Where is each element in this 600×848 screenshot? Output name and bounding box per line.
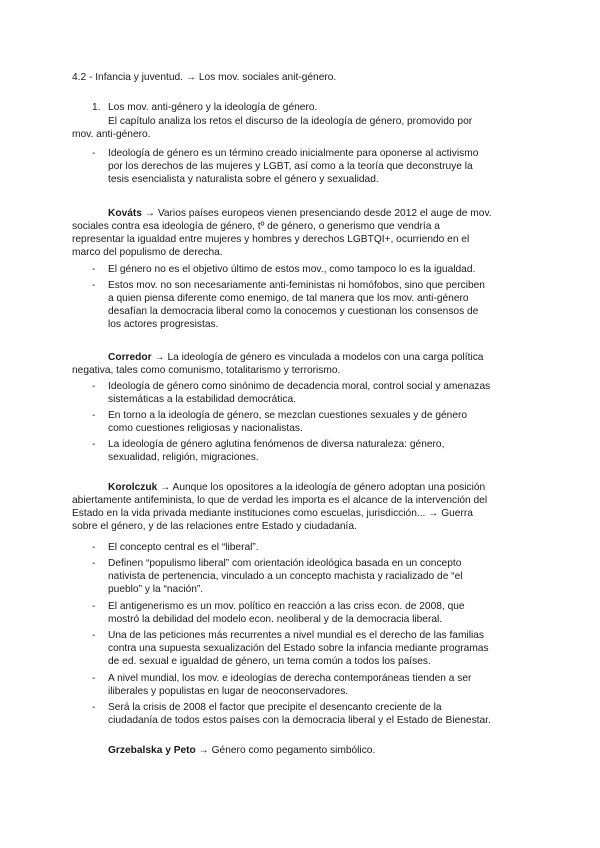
kovats-paragraph-line: sociales contra esa ideología de género, tº de género, o generismo que vendría a xyxy=(72,221,440,232)
bullet-dash: - xyxy=(92,264,96,275)
korolczuk-bullet-line: El concepto central es el “liberal”. xyxy=(108,542,259,553)
corredor-bullet-line: como cuestiones religiosas y nacionalistas. xyxy=(108,423,303,434)
list-number: 1. xyxy=(92,102,101,113)
korolczuk-bullet-line: Será la crisis de 2008 el factor que precipite el desencanto creciente de la xyxy=(108,702,442,713)
bullet-dash: - xyxy=(92,410,96,421)
s1-bullet-line: tesis esencialista y naturalista sobre el género y sexualidad. xyxy=(108,174,379,185)
corredor-bullet-line: La ideología de género aglutina fenómenos de diversa naturaleza: género, xyxy=(108,439,445,450)
bullet-dash: - xyxy=(92,630,96,641)
corredor-lead-text: → La ideología de género es vinculada a modelos con una carga política xyxy=(151,352,484,363)
corredor-bullet-line: sistemáticas a la estabilidad democrática. xyxy=(108,394,296,405)
kovats-bullet-line: Estos mov. no son necesariamente anti-feministas ni homófobos, sino que perciben xyxy=(108,280,485,291)
corredor-bullet-line: En torno a la ideología de género, se mezclan cuestiones sexuales y de género xyxy=(108,410,468,421)
bullet-dash: - xyxy=(92,601,96,612)
korolczuk-bullet-line: mostró la debilidad del modelo econ. neoliberal y de la democracia liberal. xyxy=(108,614,443,625)
kovats-author-name: Kováts xyxy=(108,208,142,219)
corredor-lead-line xyxy=(108,352,483,364)
korolczuk-bullet-line: El antigenerismo es un mov. político en reacción a las criss econ. de 2008, que xyxy=(108,601,465,612)
korolczuk-bullet-line: A nivel mundial, los mov. e ideologías de derecha contemporáneas tienden a ser xyxy=(108,673,472,684)
bullet-dash: - xyxy=(92,439,96,450)
korolczuk-author-name: Korolczuk xyxy=(108,482,158,493)
bullet-dash: - xyxy=(92,558,96,569)
kovats-lead-line xyxy=(108,208,492,220)
grzebalska-lead-line xyxy=(108,745,375,757)
s1-paragraph-line: mov. anti-género. xyxy=(72,129,151,140)
bullet-dash: - xyxy=(92,673,96,684)
kovats-bullet-line: a quien piensa diferente como enemigo, de tal manera que los mov. anti-género xyxy=(108,293,469,304)
s1-paragraph-line: El capítulo analiza los retos el discurso de la ideología de género, promovido por xyxy=(108,116,473,127)
kovats-bullet-line: los actores progresistas. xyxy=(108,319,219,330)
korolczuk-bullet-line: ciudadanía de todos estos países con la democracia liberal y el Estado de Bienestar. xyxy=(108,715,491,726)
corredor-paragraph-line: negativa, tales como comunismo, totalitarismo y terrorismo. xyxy=(72,365,341,376)
korolczuk-bullet-line: iliberales y populistas en lugar de neoconservadores. xyxy=(108,686,349,697)
bullet-dash: - xyxy=(92,148,96,159)
kovats-bullet-line: El género no es el objetivo último de estos mov., como tampoco lo es la igualdad. xyxy=(108,264,476,275)
kovats-lead-text: → Varios países europeos vienen presenciando desde 2012 el auge de mov. xyxy=(141,208,492,219)
corredor-bullet-line: Ideología de género como sinónimo de decadencia moral, control social y amenazas xyxy=(108,381,491,392)
korolczuk-lead-text: → Aunque los opositores a la ideología de género adoptan una posición xyxy=(157,482,486,493)
korolczuk-bullet-line: contra una supuesta sexualización del Estado sobre la infancia mediante programas xyxy=(108,643,489,654)
s1-bullet-line: por los derechos de las mujeres y LGBT, así como a la teoría que deconstruye la xyxy=(108,161,473,172)
korolczuk-bullet-line: de ed. sexual e igualdad de género, un tema común a todos los países. xyxy=(108,656,431,667)
bullet-dash: - xyxy=(92,702,96,713)
korolczuk-paragraph-line: sobre el género, y de las relaciones entre Estado y ciudadanía. xyxy=(72,521,357,532)
bullet-dash: - xyxy=(92,280,96,291)
korolczuk-bullet-line: Definen “populismo liberal” com orientación ideológica basada en un concepto xyxy=(108,558,462,569)
kovats-paragraph-line: representar la igualdad entre mujeres y hombres y derechos LGBTQI+, ocurriendo en el xyxy=(72,234,470,245)
bullet-dash: - xyxy=(92,542,96,553)
korolczuk-lead-line xyxy=(108,482,485,494)
corredor-bullet-line: sexualidad, religión, migraciones. xyxy=(108,452,259,463)
kovats-bullet-line: desafían la democracia liberal como la conocemos y cuestionan los consensos de xyxy=(108,306,479,317)
list-item-title: Los mov. anti-género y la ideología de género. xyxy=(108,102,318,113)
bullet-dash: - xyxy=(92,381,96,392)
section-heading: 4.2 - Infancia y juventud. → Los mov. sociales anit-género. xyxy=(72,72,337,83)
kovats-paragraph-line: marco del populismo de derecha. xyxy=(72,247,223,258)
grzebalska-author-name: Grzebalska y Peto xyxy=(108,745,196,756)
korolczuk-bullet-line: Una de las peticiones más recurrentes a nivel mundial es el derecho de las familias xyxy=(108,630,484,641)
korolczuk-bullet-line: nativista de pertenencia, vinculado a un concepto machista y racializado de “el xyxy=(108,571,463,582)
korolczuk-paragraph-line: abiertamente antifeminista, lo que de verdad les importa es el alcance de la intervención del xyxy=(72,495,488,506)
grzebalska-lead-text: → Género como pegamento simbólico. xyxy=(195,745,376,756)
s1-bullet-line: Ideología de género es un término creado inicialmente para oponerse al activismo xyxy=(108,148,479,159)
korolczuk-bullet-line: pueblo” y la “nación”. xyxy=(108,584,204,595)
corredor-author-name: Corredor xyxy=(108,352,152,363)
korolczuk-paragraph-line: Estado en la vida privada mediante instituciones como escuelas, jurisdicción... → Guerra xyxy=(72,508,473,519)
